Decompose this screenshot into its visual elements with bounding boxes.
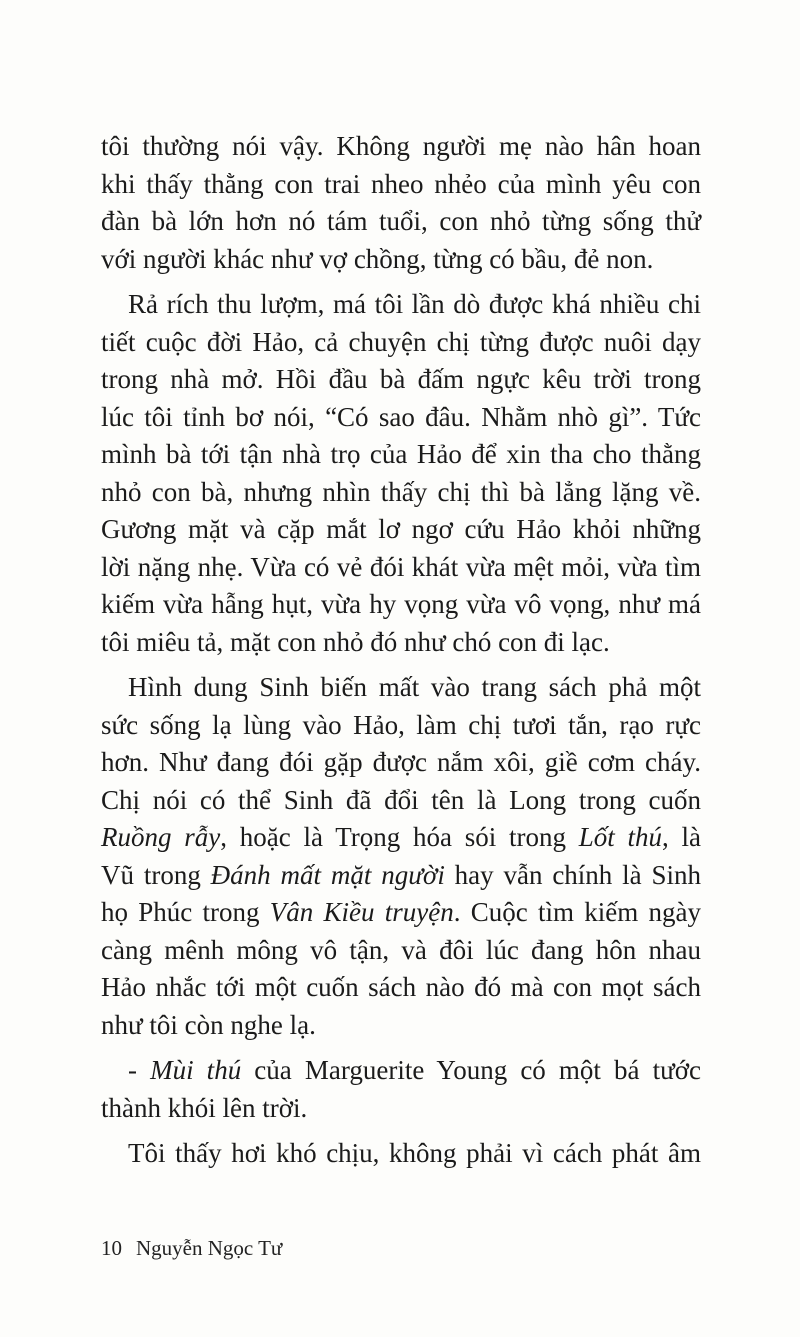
page-body [101,128,701,1181]
italic-title: Ruồng rẫy [101,822,221,852]
text-line [101,894,701,932]
italic-title: Lốt thú [578,822,662,852]
text-line [101,586,701,624]
text-line [101,286,701,324]
text-segment: sức sống lạ lùng vào Hảo, làm chị tươi tắn, rạo rực [101,709,701,740]
text-segment: Vũ trong [101,859,211,890]
text-segment: lúc tôi tỉnh bơ nói, “Có sao đâu. Nhằm nhò gì”. Tức [101,401,701,432]
text-segment: kiếm vừa hẫng hụt, vừa hy vọng vừa vô vọng, như má [101,589,701,619]
text-line [101,624,701,662]
italic-title: Vân Kiều truyện [269,897,454,927]
paragraph [101,286,701,661]
text-line [101,241,701,279]
text-segment: mình bà tới tận nhà trọ của Hảo để xin tha cho thằng [101,439,701,469]
text-line [101,1090,701,1128]
text-segment: họ Phúc trong [101,897,270,927]
text-line [101,1052,701,1090]
text-segment: lời nặng nhẹ. Vừa có vẻ đói khát vừa mệt mỏi, vừa tìm [101,551,701,582]
text-segment: tiết cuộc đời Hảo, cả chuyện chị từng được nuôi dạy [101,326,701,357]
text-line [101,707,701,745]
italic-title: Đánh mất mặt người [210,859,445,890]
text-segment: Tôi thấy hơi khó chịu, không phải vì cách phát âm [128,1138,701,1168]
text-segment: tôi thường nói vậy. Không người mẹ nào hân hoan [101,131,701,161]
text-line [101,1007,701,1045]
page-footer [101,1236,282,1261]
text-segment: thành khói lên trời. [101,1092,308,1123]
text-line [101,549,701,587]
paragraph [101,1052,701,1127]
text-segment: của Marguerite Young có một bá tước [241,1055,701,1085]
text-line [101,744,701,782]
page-number: 10 [101,1236,122,1260]
text-line [101,819,701,857]
text-line [101,669,701,707]
text-segment: - [128,1055,151,1085]
text-segment: tôi miêu tả, mặt con nhỏ đó như chó con đi lạc. [101,626,610,657]
text-line [101,399,701,437]
text-segment: khi thấy thằng con trai nheo nhẻo của mình yêu con [101,168,701,199]
text-line [101,511,701,549]
paragraph [101,669,701,1044]
text-line [101,782,701,820]
text-segment: càng mênh mông vô tận, và đôi lúc đang hôn nhau [101,934,701,965]
italic-title: Mùi thú [150,1055,242,1085]
text-segment: như tôi còn nghe lạ. [101,1009,316,1040]
text-segment: đàn bà lớn hơn nó tám tuổi, con nhỏ từng sống thử [101,206,701,236]
text-segment: hay vẫn chính là Sinh [444,859,701,890]
text-segment: . Cuộc tìm kiếm ngày [453,897,701,927]
text-line [101,324,701,362]
text-line [101,436,701,474]
text-segment: Rả rích thu lượm, má tôi lần dò được khá nhiều chi [128,289,701,319]
text-segment: , là [662,822,701,852]
text-segment: nhỏ con bà, nhưng nhìn thấy chị thì bà lẳng lặng về. [101,476,701,507]
text-line [101,128,701,166]
text-line [101,203,701,241]
text-segment: hơn. Như đang đói gặp được nắm xôi, giề cơm cháy. [101,747,701,777]
text-line [101,932,701,970]
text-segment: với người khác như vợ chồng, từng có bầu, đẻ non. [101,243,654,274]
text-line [101,361,701,399]
paragraph [101,128,701,278]
text-line [101,1135,701,1173]
text-line [101,166,701,204]
text-line [101,969,701,1007]
text-line [101,857,701,895]
text-segment: trong nhà mở. Hồi đầu bà đấm ngực kêu trời trong [101,364,701,394]
paragraph [101,1135,701,1173]
text-segment: , hoặc là Trọng hóa sói trong [220,822,579,852]
text-segment: Hảo nhắc tới một cuốn sách nào đó mà con mọt sách [101,972,701,1002]
text-segment: Chị nói có thể Sinh đã đổi tên là Long trong cuốn [101,784,701,815]
running-author: Nguyễn Ngọc Tư [136,1236,283,1260]
text-segment: Hình dung Sinh biến mất vào trang sách phả một [128,672,701,702]
text-segment: Gương mặt và cặp mắt lơ ngơ cứu Hảo khỏi những [101,514,701,544]
text-line [101,474,701,512]
